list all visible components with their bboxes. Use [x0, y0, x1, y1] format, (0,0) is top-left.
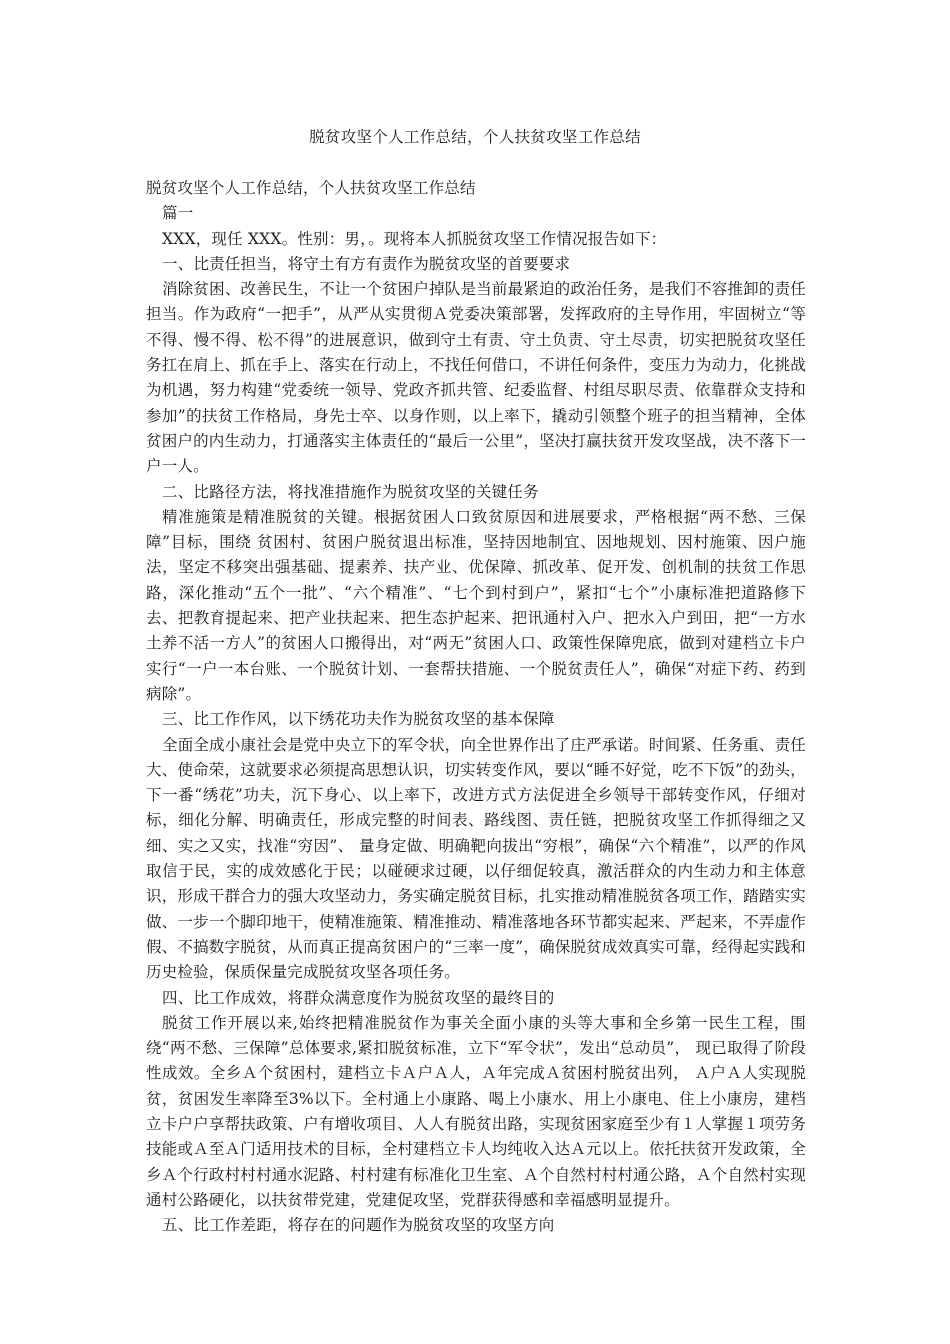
document-title: 脱贫攻坚个人工作总结，个人扶贫攻坚工作总结: [309, 128, 641, 146]
section-body-3: 全面全成小康社会是党中央立下的军令状，向全世界作出了庄严承诺。时间紧、任务重、责任大、使命荣，这就要求必须提高思想认识，切实转变作风，要以“睡不好觉，吃不下饭”的劲头，下一番“绣花”功夫，沉下身心、以上率下，改进方式方法促进全乡领导干部转变作风，仔细对标，细化分解、明确责任，形成完整的时间表、路线图、责任链，把脱贫攻坚工作抓得细之又细、实之又实，找准“穷因”、 量身定做、明确靶向拔出“穷根”，确保“六个精准”，以严的作风取信于民，实的成效感化于民；以碰硬求过硬，以仔细促较真，激活群众的内生动力和主体意识，形成干群合力的强大攻坚动力，务实确定脱贫目标，扎实推动精准脱贫各项工作，踏踏实实做、一步一个脚印地干，使精准施策、精准推动、精准落地各环节都实起来、严起来，不弄虚作假、不搞数字脱贫，从而真正提高贫困户的“三率一度”，确保脱贫成效真实可靠，经得起实践和历史检验，保质保量完成脱贫攻坚各项任务。: [146, 735, 806, 982]
section-heading-3: 三、比工作作风，以下绣花功夫作为脱贫攻坚的基本保障: [162, 710, 555, 729]
section-heading-1: 一、比责任担当，将守土有方有责作为脱贫攻坚的首要要求: [162, 254, 571, 273]
section-heading-4: 四、比工作成效，将群众满意度作为脱贫攻坚的最终目的: [162, 988, 555, 1007]
document-body: [146, 176, 806, 1238]
document-subtitle: 脱贫攻坚个人工作总结，个人扶贫攻坚工作总结: [146, 179, 476, 197]
section-heading-5: 五、比工作差距，将存在的问题作为脱贫攻坚的攻坚方向: [162, 1216, 555, 1235]
section-body-2: 精准施策是精准脱贫的关键。根据贫困人口致贫原因和进展要求，严格根据“两不愁、三保障”目标，围绕 贫困村、贫困户脱贫退出标准，坚持因地制宜、因地规划、因村施策、因户施法，坚定不移突出强基础、提素养、扶产业、优保障、抓改革、促开发、创机制的扶贫工作思路，深化推动“五个一批”、“六个精准”、“七个到村到户”，紧扣“七个”小康标准把道路修下去、把教育提起来、把产业扶起来、把生态护起来、把讯通村入户、把水入户到田，把“一方水土养不活一方人”的贫困人口搬得出，对“两无”贫困人口、政策性保障兜底，做到对建档立卡户实行“一户一本台账、一个脱贫计划、一套帮扶措施、一个脱贫责任人”，确保“对症下药、药到病除”。: [146, 507, 806, 703]
intro-paragraph: XXX，现任 XXX。性别：男，。现将本人抓脱贫攻坚工作情况报告如下：: [162, 229, 667, 248]
section-body-4: 脱贫工作开展以来,始终把精准脱贫作为事关全面小康的头等大事和全乡第一民生工程，围绕“两不愁、三保障”总体要求,紧扣脱贫标准，立下“军令状”，发出“总动员”， 现已取得了阶段性成效。全乡Ａ个贫困村，建档立卡Ａ户Ａ人，Ａ年完成Ａ贫困村脱贫出列， Ａ户Ａ人实现脱贫，贫困发生率降至3%以下。全村通上小康路、喝上小康水、用上小康电、住上小康房，建档立卡户户享帮扶政策、户有增收项目、人人有脱贫出路，实现贫困家庭至少有１人掌握１项劳务技能或Ａ至Ａ门适用技术的目标，全村建档立卡人均纯收入达Ａ元以上。依托扶贫开发政策，全乡Ａ个行政村村村通水泥路、村村建有标准化卫生室、Ａ个自然村村村通公路，Ａ个自然村实现通村公路硬化，以扶贫带党建，党建促攻坚，党群获得感和幸福感明显提升。: [146, 1013, 806, 1209]
part-label: 篇一: [162, 204, 194, 223]
section-body-1: 消除贫困、改善民生，不让一个贫困户掉队是当前最紧迫的政治任务，是我们不容推卸的责任担当。作为政府“一把手”，从严从实贯彻Ａ党委决策部署，发挥政府的主导作用，牢固树立“等不得、慢不得、松不得”的进展意识，做到守土有责、守土负责、守土尽责，切实把脱贫攻坚任务扛在肩上、抓在手上、落实在行动上，不找任何借口，不讲任何条件，变压力为动力，化挑战为机遇，努力构建“党委统一领导、党政齐抓共管、纪委监督、村组尽职尽责、依靠群众支持和参加”的扶贫工作格局，身先士卒、以身作则，以上率下，撬动引领整个班子的担当精神，全体贫困户的内生动力，打通落实主体责任的“最后一公里”，坚决打赢扶贫开发攻坚战，决不落下一户一人。: [146, 280, 806, 476]
section-heading-2: 二、比路径方法，将找准措施作为脱贫攻坚的关键任务: [162, 482, 539, 501]
